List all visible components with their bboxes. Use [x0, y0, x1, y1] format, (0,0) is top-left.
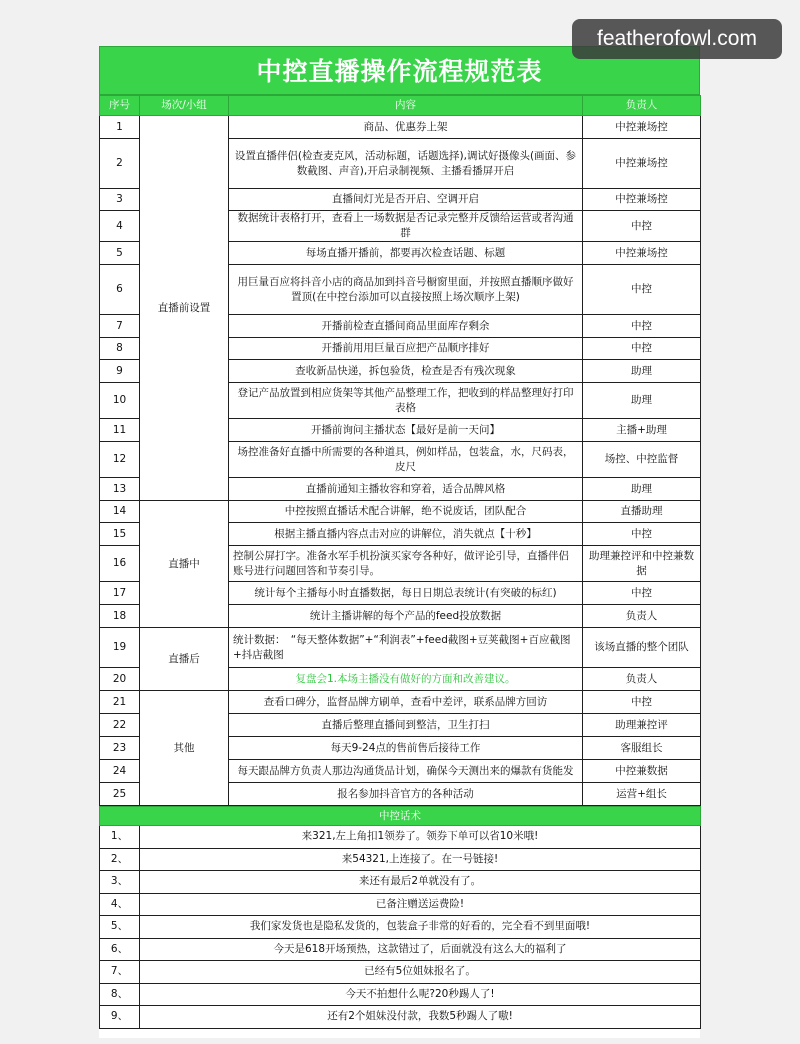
- row-owner: 中控兼场控: [583, 189, 701, 211]
- script-row: [100, 961, 701, 984]
- row-content: 开播前检查直播间商品里面库存剩余: [229, 315, 583, 338]
- script-text: 已备注赠送运费险!: [140, 893, 701, 916]
- row-owner: 助理: [583, 360, 701, 383]
- watermark-label: featherofowl.com: [572, 19, 782, 59]
- row-content: 查收新品快递，拆包验货，检查是否有残次现象: [229, 360, 583, 383]
- row-no: 10: [100, 383, 140, 419]
- row-owner: 中控: [583, 315, 701, 338]
- script-row: [100, 1006, 701, 1029]
- row-content: 数据统计表格打开，查看上一场数据是否记录完整并反馈给运营或者沟通群: [229, 211, 583, 242]
- row-no: 23: [100, 737, 140, 760]
- row-no: 7: [100, 315, 140, 338]
- row-no: 20: [100, 668, 140, 691]
- row-owner: 直播助理: [583, 501, 701, 523]
- row-content: 开播前用用巨量百应把产品顺序排好: [229, 338, 583, 360]
- row-no: 6: [100, 265, 140, 315]
- row-no: 21: [100, 691, 140, 714]
- row-content-highlight: 复盘会1.本场主播没有做好的方面和改善建议。: [229, 668, 583, 691]
- header-owner: 负责人: [583, 96, 701, 116]
- script-text: 还有2个姐妹没付款，我数5秒踢人了嗷!: [140, 1006, 701, 1029]
- script-no: 9、: [100, 1006, 140, 1029]
- row-no: 14: [100, 501, 140, 523]
- row-owner: 运营+组长: [583, 783, 701, 806]
- row-owner: 助理兼控评和中控兼数据: [583, 546, 701, 582]
- group-before-live: 直播前设置: [140, 116, 229, 501]
- row-no: 22: [100, 714, 140, 737]
- row-owner: 中控: [583, 338, 701, 360]
- script-table: [99, 806, 701, 1029]
- row-no: 18: [100, 605, 140, 628]
- script-section-title: 中控话术: [100, 807, 701, 826]
- row-content: 用巨量百应将抖音小店的商品加到抖音号橱窗里面，并按照直播顺序做好置顶(在中控台添加可以直接按照上场次顺序上架): [229, 265, 583, 315]
- row-content: 场控准备好直播中所需要的各种道具，例如样品，包装盒，水，尺码表，皮尺: [229, 442, 583, 478]
- row-content: 直播后整理直播间到整洁，卫生打扫: [229, 714, 583, 737]
- row-no: 8: [100, 338, 140, 360]
- row-no: 19: [100, 628, 140, 668]
- row-content: 设置直播伴侣(检查麦克风，活动标题，话题选择),调试好摄像头(画面、参数截图、声音),开启录制视频、主播看播屏开启: [229, 139, 583, 189]
- script-row: [100, 938, 701, 961]
- script-text: 来321,左上角扣1领券了。领券下单可以省10米哦!: [140, 826, 701, 849]
- process-table: [99, 95, 701, 806]
- row-owner: 客服组长: [583, 737, 701, 760]
- row-no: 4: [100, 211, 140, 242]
- row-no: 13: [100, 478, 140, 501]
- script-no: 5、: [100, 916, 140, 939]
- script-text: 今天是618开场预热，这款错过了，后面就没有这么大的福利了: [140, 938, 701, 961]
- script-no: 7、: [100, 961, 140, 984]
- row-owner: 中控兼场控: [583, 139, 701, 189]
- table-row: [100, 501, 701, 523]
- row-no: 5: [100, 242, 140, 265]
- row-owner: 中控: [583, 691, 701, 714]
- row-owner: 中控: [583, 265, 701, 315]
- row-no: 25: [100, 783, 140, 806]
- row-content: 商品、优惠券上架: [229, 116, 583, 139]
- header-no: 序号: [100, 96, 140, 116]
- row-owner: 负责人: [583, 668, 701, 691]
- row-owner: 助理兼控评: [583, 714, 701, 737]
- script-no: 2、: [100, 848, 140, 871]
- row-content: 每场直播开播前，都要再次检查话题、标题: [229, 242, 583, 265]
- table-row: [100, 116, 701, 139]
- row-no: 24: [100, 760, 140, 783]
- group-other: 其他: [140, 691, 229, 806]
- script-text: 来还有最后2单就没有了。: [140, 871, 701, 894]
- script-row: [100, 826, 701, 849]
- row-owner: 该场直播的整个团队: [583, 628, 701, 668]
- row-no: 15: [100, 523, 140, 546]
- row-no: 16: [100, 546, 140, 582]
- row-owner: 中控兼场控: [583, 242, 701, 265]
- row-owner: 中控: [583, 523, 701, 546]
- row-owner: 主播+助理: [583, 419, 701, 442]
- row-content: 报名参加抖音官方的各种活动: [229, 783, 583, 806]
- script-no: 6、: [100, 938, 140, 961]
- script-section-header: [100, 807, 701, 826]
- row-content: 开播前询问主播状态【最好是前一天问】: [229, 419, 583, 442]
- row-content: 控制公屏打字。准备水军手机扮演买家夸各种好，做评论引导，直播伴侣账号进行问题回答和节奏引导。: [229, 546, 583, 582]
- row-content: 每天跟品牌方负责人那边沟通货品计划，确保今天测出来的爆款有货能发: [229, 760, 583, 783]
- row-content: 统计每个主播每小时直播数据，每日日期总表统计(有突破的标红): [229, 582, 583, 605]
- script-row: [100, 848, 701, 871]
- script-no: 1、: [100, 826, 140, 849]
- row-content: 中控按照直播话术配合讲解，绝不说废话，团队配合: [229, 501, 583, 523]
- row-owner: 中控兼场控: [583, 116, 701, 139]
- row-owner: 中控: [583, 211, 701, 242]
- row-content: 根据主播直播内容点击对应的讲解位，消失就点【十秒】: [229, 523, 583, 546]
- script-text: 来54321,上连接了。在一号链接!: [140, 848, 701, 871]
- script-text: 我们家发货也是隐私发货的，包装盒子非常的好看的，完全看不到里面哦!: [140, 916, 701, 939]
- group-during-live: 直播中: [140, 501, 229, 628]
- script-no: 4、: [100, 893, 140, 916]
- script-row: [100, 893, 701, 916]
- row-no: 3: [100, 189, 140, 211]
- header-content: 内容: [229, 96, 583, 116]
- row-content: 统计主播讲解的每个产品的feed投放数据: [229, 605, 583, 628]
- table-header-row: [100, 96, 701, 116]
- row-no: 11: [100, 419, 140, 442]
- row-no: 17: [100, 582, 140, 605]
- script-text: 今天不拍想什么呢?20秒踢人了!: [140, 983, 701, 1006]
- document-sheet: [99, 46, 700, 1038]
- row-content: 查看口碑分，监督品牌方刷单，查看中差评，联系品牌方回访: [229, 691, 583, 714]
- row-content: 每天9-24点的售前售后接待工作: [229, 737, 583, 760]
- row-content: 统计数据： “每天整体数据”+“利润表”+feed截图+豆荚截图+百应截图+抖店截图: [229, 628, 583, 668]
- group-after-live: 直播后: [140, 628, 229, 691]
- table-row: [100, 691, 701, 714]
- row-owner: 场控、中控监督: [583, 442, 701, 478]
- row-no: 1: [100, 116, 140, 139]
- script-row: [100, 983, 701, 1006]
- row-content: 直播间灯光是否开启、空调开启: [229, 189, 583, 211]
- row-owner: 助理: [583, 478, 701, 501]
- row-content: 直播前通知主播妆容和穿着，适合品牌风格: [229, 478, 583, 501]
- script-no: 3、: [100, 871, 140, 894]
- header-session: 场次/小组: [140, 96, 229, 116]
- sheet-title: 中控直播操作流程规范表: [99, 46, 700, 95]
- table-row: [100, 628, 701, 668]
- script-row: [100, 916, 701, 939]
- script-no: 8、: [100, 983, 140, 1006]
- row-no: 12: [100, 442, 140, 478]
- script-row: [100, 871, 701, 894]
- row-owner: 中控兼数据: [583, 760, 701, 783]
- row-content: 登记产品放置到相应货架等其他产品整理工作，把收到的样品整理好打印表格: [229, 383, 583, 419]
- row-owner: 中控: [583, 582, 701, 605]
- row-no: 2: [100, 139, 140, 189]
- row-owner: 负责人: [583, 605, 701, 628]
- row-no: 9: [100, 360, 140, 383]
- row-owner: 助理: [583, 383, 701, 419]
- script-text: 已经有5位姐妹报名了。: [140, 961, 701, 984]
